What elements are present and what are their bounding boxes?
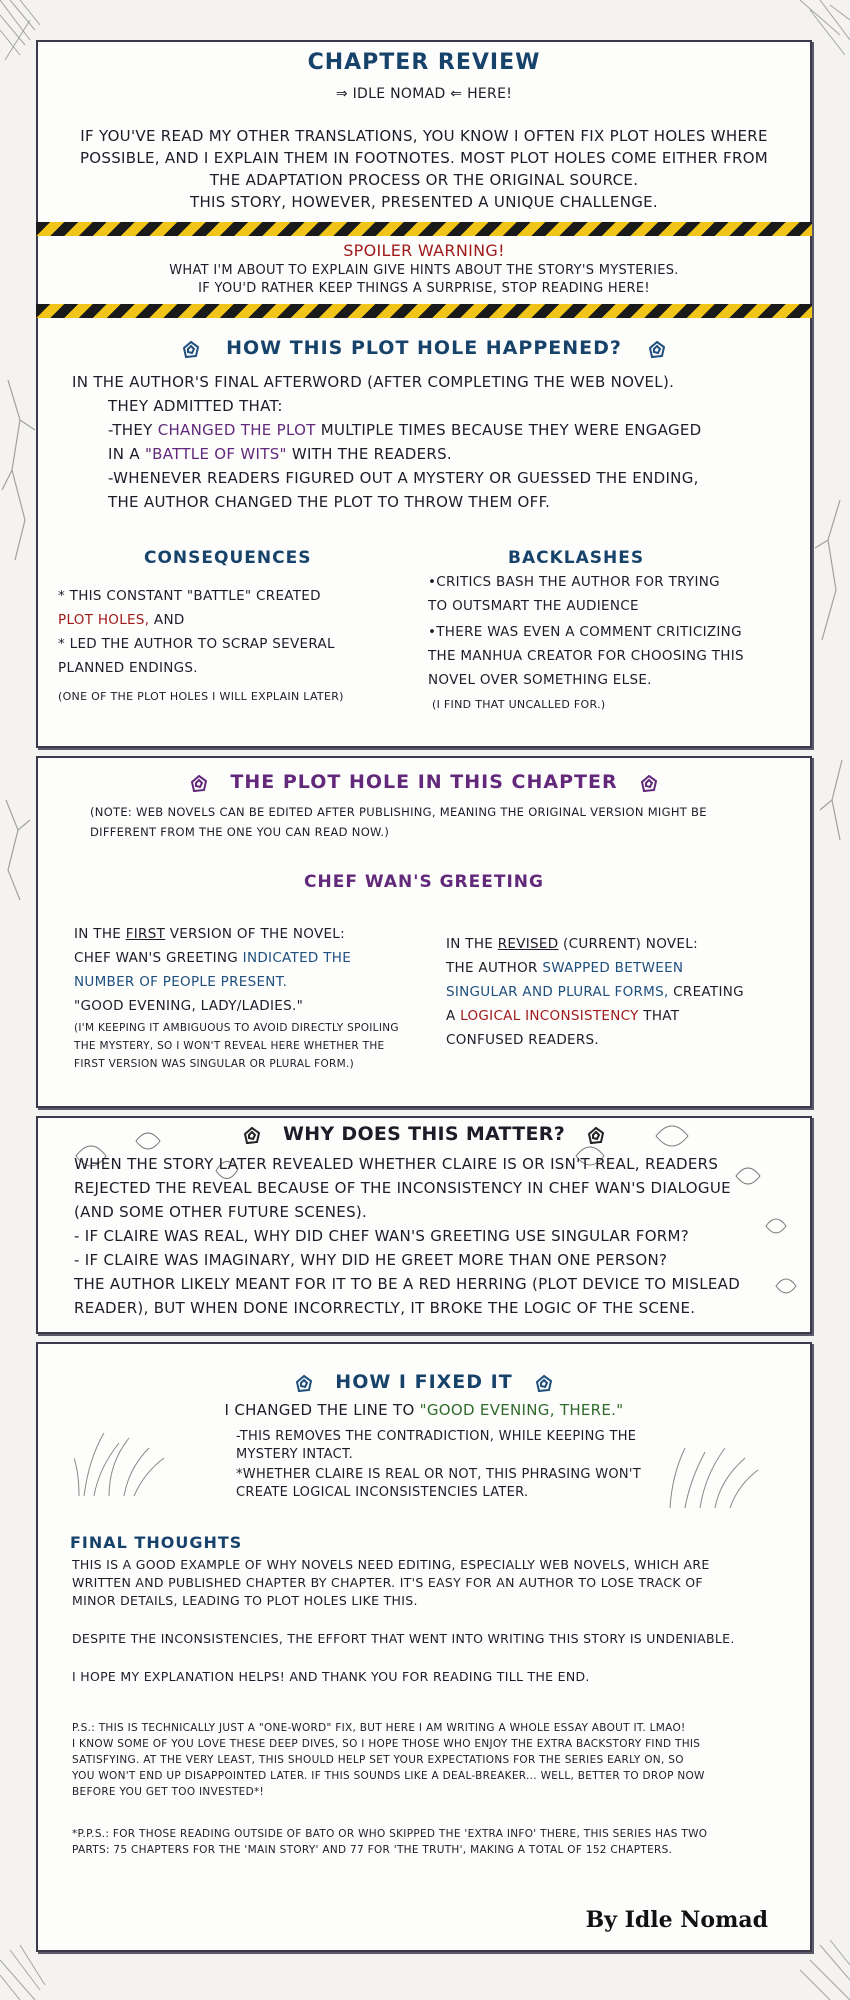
fixed-heading-row [36,1370,812,1396]
first-version-line-2: CHEF WAN'S GREETING INDICATED THE [74,950,352,966]
revised-version-line-5: CONFUSED READERS. [446,1032,599,1048]
fixed-note-4: CREATE LOGICAL INCONSISTENCIES LATER. [236,1485,529,1500]
how-line-3: -THEY CHANGED THE PLOT MULTIPLE TIMES BECAUSE THEY WERE ENGAGED [108,421,702,439]
revised-version-line-1: IN THE REVISED (CURRENT) NOVEL: [446,936,698,952]
consequences-note: (ONE OF THE PLOT HOLES I WILL EXPLAIN LATER) [58,690,344,703]
spiral-icon [586,1126,606,1146]
matter-line-5: - IF CLAIRE WAS IMAGINARY, WHY DID HE GREET MORE THAN ONE PERSON? [74,1251,668,1269]
how-line-5: -WHENEVER READERS FIGURED OUT A MYSTERY OR GUESSED THE ENDING, [108,469,699,487]
spiral-icon [647,340,667,360]
revised-version-line-4: A LOGICAL INCONSISTENCY THAT [446,1008,680,1024]
plot-hole-heading-row [36,770,812,796]
spoiler-line-2: IF YOU'D RATHER KEEP THINGS A SURPRISE, STOP READING HERE! [198,281,650,296]
matter-line-7: READER), BUT WHEN DONE INCORRECTLY, IT BROKE THE LOGIC OF THE SCENE. [74,1299,696,1317]
spoiler-warning-title: SPOILER WARNING! [343,241,505,260]
matter-line-4: - IF CLAIRE WAS REAL, WHY DID CHEF WAN'S GREETING USE SINGULAR FORM? [74,1227,690,1245]
matter-line-6: THE AUTHOR LIKELY MEANT FOR IT TO BE A RED HERRING (PLOT DEVICE TO MISLEAD [74,1275,741,1293]
hazard-stripe-top [36,222,812,236]
final-p2: DESPITE THE INCONSISTENCIES, THE EFFORT THAT WENT INTO WRITING THIS STORY IS UNDENIABLE. [72,1631,735,1646]
chef-wan-greeting-heading: CHEF WAN'S GREETING [304,872,544,892]
how-line-6: THE AUTHOR CHANGED THE PLOT TO THROW THEM OFF. [108,493,551,511]
fixed-note-1: -THIS REMOVES THE CONTRADICTION, WHILE KEEPING THE [236,1429,637,1444]
grass-right-decoration [660,1440,760,1510]
first-version-line-1: IN THE FIRST VERSION OF THE NOVEL: [74,926,345,942]
ps-line-2: I KNOW SOME OF YOU LOVE THESE DEEP DIVES, SO I HOPE THOSE WHO ENJOY THE EXTRA BACKSTORY FIND THIS [72,1738,701,1750]
plot-hole-note-2: DIFFERENT FROM THE ONE YOU CAN READ NOW.) [90,825,390,839]
revised-version-line-3: SINGULAR AND PLURAL FORMS, CREATING [446,984,744,1000]
how-line-2: THEY ADMITTED THAT: [108,397,283,415]
final-p3: I HOPE MY EXPLANATION HELPS! AND THANK YOU FOR READING TILL THE END. [72,1669,590,1684]
backlashes-heading: BACKLASHES [508,548,645,568]
intro-line-2: POSSIBLE, AND I EXPLAIN THEM IN FOOTNOTES. MOST PLOT HOLES COME EITHER FROM [79,149,769,167]
ps-line-3: SATISFYING. AT THE VERY LEAST, THIS SHOULD HELP SET YOUR EXPECTATIONS FOR THE SERIES EARLY ON, SO [72,1754,684,1766]
consequences-line-2: PLOT HOLES, AND [58,612,185,628]
matter-line-1: WHEN THE STORY LATER REVEALED WHETHER CLAIRE IS OR ISN'T REAL, READERS [74,1155,719,1173]
spiral-icon [294,1374,314,1394]
why-matter-heading: WHY DOES THIS MATTER? [282,1123,566,1145]
spiral-icon [181,340,201,360]
backlashes-line-2: TO OUTSMART THE AUDIENCE [428,598,639,614]
matter-line-2: REJECTED THE REVEAL BECAUSE OF THE INCONSISTENCY IN CHEF WAN'S DIALOGUE [74,1179,731,1197]
first-version-note-2: THE MYSTERY, SO I WON'T REVEAL HERE WHETHER THE [74,1040,385,1052]
revised-version-line-2: THE AUTHOR SWAPPED BETWEEN [446,960,684,976]
backlashes-line-1: •CRITICS BASH THE AUTHOR FOR TRYING [428,574,720,590]
final-thoughts-heading: FINAL THOUGHTS [70,1533,243,1552]
chapter-review-subtitle: ⇒ IDLE NOMAD ⇐ HERE! [335,86,513,102]
first-version-note-3: FIRST VERSION WAS SINGULAR OR PLURAL FORM.) [74,1058,354,1070]
chapter-review-title: CHAPTER REVIEW [307,50,541,75]
backlashes-line-3: •THERE WAS EVEN A COMMENT CRITICIZING [428,624,742,640]
first-version-line-4: "GOOD EVENING, LADY/LADIES." [74,998,304,1014]
backlashes-line-5: NOVEL OVER SOMETHING ELSE. [428,672,652,688]
final-p1-line-1: THIS IS A GOOD EXAMPLE OF WHY NOVELS NEED EDITING, ESPECIALLY WEB NOVELS, WHICH ARE [72,1557,710,1572]
why-matter-heading-row [36,1122,812,1148]
backlashes-line-4: THE MANHUA CREATOR FOR CHOOSING THIS [428,648,744,664]
fixed-heading: HOW I FIXED IT [335,1371,513,1393]
how-line-4: IN A "BATTLE OF WITS" WITH THE READERS. [108,445,452,463]
spiral-icon [534,1374,554,1394]
how-happened-heading: HOW THIS PLOT HOLE HAPPENED? [226,337,622,359]
signature: By Idle Nomad [585,1907,768,1933]
pps-line-2: PARTS: 75 CHAPTERS FOR THE 'MAIN STORY' AND 77 FOR 'THE TRUTH', MAKING A TOTAL OF 152 CHAPTERS. [72,1844,673,1856]
pps-line-1: *P.P.S.: FOR THOSE READING OUTSIDE OF BATO OR WHO SKIPPED THE 'EXTRA INFO' THERE, THIS SERIES HAS TWO [72,1828,708,1840]
intro-line-4: THIS STORY, HOWEVER, PRESENTED A UNIQUE CHALLENGE. [189,193,658,211]
first-version-note-1: (I'M KEEPING IT AMBIGUOUS TO AVOID DIRECTLY SPOILING [74,1022,399,1034]
consequences-line-4: PLANNED ENDINGS. [58,660,198,676]
how-happened-heading-row [36,336,812,362]
ps-line-4: YOU WON'T END UP DISAPPOINTED LATER. IF THIS SOUNDS LIKE A DEAL-BREAKER... WELL, BETTER TO DROP NOW [72,1770,705,1782]
hazard-stripe-bottom [36,304,812,318]
final-p1-line-3: MINOR DETAILS, LEADING TO PLOT HOLES LIKE THIS. [72,1593,418,1608]
spoiler-line-1: WHAT I'M ABOUT TO EXPLAIN GIVE HINTS ABOUT THE STORY'S MYSTERIES. [169,263,679,278]
first-version-line-3: NUMBER OF PEOPLE PRESENT. [74,974,288,990]
ps-line-1: P.S.: THIS IS TECHNICALLY JUST A "ONE-WORD" FIX, BUT HERE I AM WRITING A WHOLE ESSAY ABOUT IT. LMAO! [72,1722,686,1734]
intro-line-3: THE ADAPTATION PROCESS OR THE ORIGINAL SOURCE. [209,171,639,189]
consequences-line-1: * THIS CONSTANT "BATTLE" CREATED [58,588,321,604]
fixed-note-2: MYSTERY INTACT. [236,1447,354,1462]
spiral-icon [242,1126,262,1146]
how-line-1: IN THE AUTHOR'S FINAL AFTERWORD (AFTER COMPLETING THE WEB NOVEL). [72,373,675,391]
consequences-line-3: * LED THE AUTHOR TO SCRAP SEVERAL [58,636,335,652]
spiral-icon [639,774,659,794]
final-p1-line-2: WRITTEN AND PUBLISHED CHAPTER BY CHAPTER. IT'S EASY FOR AN AUTHOR TO LOSE TRACK OF [72,1575,703,1590]
plot-hole-note-1: (NOTE: WEB NOVELS CAN BE EDITED AFTER PUBLISHING, MEANING THE ORIGINAL VERSION MIGHT BE [90,805,707,819]
consequences-heading: CONSEQUENCES [144,548,312,568]
fixed-note-3: *WHETHER CLAIRE IS REAL OR NOT, THIS PHRASING WON'T [236,1467,642,1482]
backlashes-note: (I FIND THAT UNCALLED FOR.) [432,698,606,711]
fixed-line: I CHANGED THE LINE TO "GOOD EVENING, THERE." [224,1401,624,1419]
plot-hole-heading: THE PLOT HOLE IN THIS CHAPTER [230,771,618,793]
ps-line-5: BEFORE YOU GET TOO INVESTED*! [72,1786,265,1798]
spiral-icon [189,774,209,794]
intro-line-1: IF YOU'VE READ MY OTHER TRANSLATIONS, YOU KNOW I OFTEN FIX PLOT HOLES WHERE [80,127,768,145]
grass-left-decoration [74,1428,174,1498]
matter-line-3: (AND SOME OTHER FUTURE SCENES). [74,1203,368,1221]
